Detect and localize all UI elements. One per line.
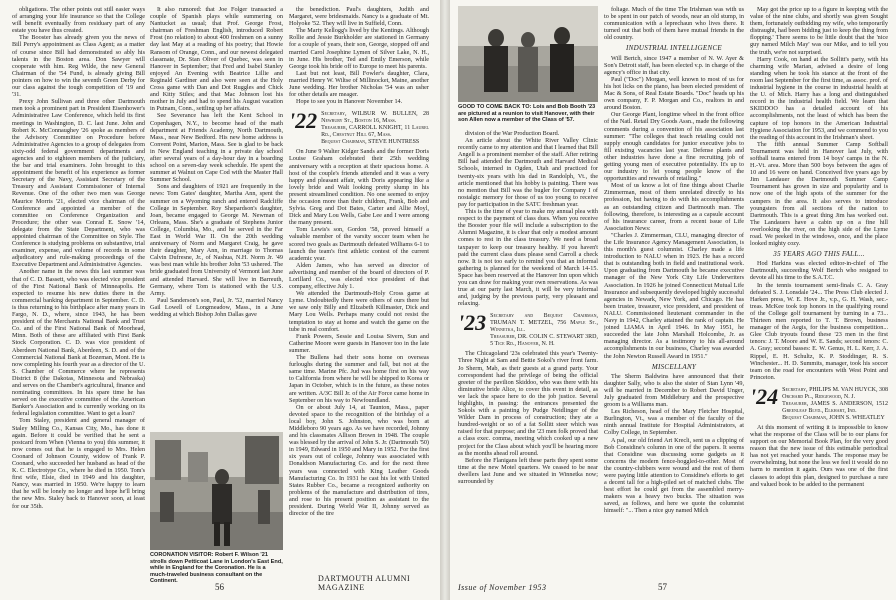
class-23-treasurer: Treasurer, DR. COLIN C. STEWART 3RD, 5 Tice Rd., Hanover, N. H. xyxy=(490,334,598,348)
article-paragraph: Alden James, who has served as director of advertising and member of the board of directors of P. Lorillard Co., was elected vice president of that company, effective July 1. xyxy=(289,261,429,291)
coronation-photo xyxy=(150,432,283,550)
right-page-number: 57 xyxy=(658,582,667,592)
article-paragraph: Most of us know a lot of fine things about Charlie Zimmerman, most of them unrelated directly to his profession, but having to do with his accomplishments as an outstanding citizen and Dartmouth man. The following, therefore, is interesting as a capsule account of his insurance career, from a recent issue of Life Association News: xyxy=(604,182,744,232)
article-paragraph: The Bullens had their sons home on overseas furloughs during the summer and fall, but not at the same time. Marine Pfc. Jud was home first on his way to California from where he will be shipped to Korea or Japan in October, which is in the future, as these notes are written. A/3C Bill Jr. of the Air Force came home in September on his way to Newfoundland. xyxy=(289,354,429,404)
article-paragraph: Our George Plant, longtime wheel in the front office of the Natl. Retail Dry Goods Assn., made the following comments during a convention of his association last summer: "The colleges that teach retailing could not supply enough candidates for junior executive jobs to fill existing vacancies last year. Defense plants and other industries have done a fine recruiting job of getting young men of executive potentiality. It's up to our industry to let young people know of the opportunities and rewards of retailing." xyxy=(604,111,744,183)
article-paragraph: Will Bertch, since 1947 a member of N. W. Ayer & Son's Detroit staff, has been elected v.p. in charge of the agency's office in that city. xyxy=(604,54,744,76)
article-paragraph: Paul Sanderson's son, Paul, Jr. '52, married Nancy Gail Lowell of Longmeadow, Mass., in a June wedding at which Bishop John Dallas gave xyxy=(150,296,283,319)
industrial-intelligence-heading: INDUSTRIAL INTELLIGENCE xyxy=(625,44,723,53)
article-paragraph: obligations. The other points out still easier ways of arranging your life insurance so that the College will benefit eventually from residuary part of any estate you have thus created. xyxy=(12,6,145,35)
article-paragraph: This is the time of year to make my annual plea with respect to the payment of class dues. When you receive the Booster your file will include a subscription to the Alumni Magazine, it is clear that only a modest amount comes to rest in the class treasury. We need a broad taxpayer to keep our treasury healthy. If you haven't paid the current class dues please send Carroll a check now. It is not too early to remind you that an informal gathering is planned for the weekend of March 14-15. Space has been reserved at the Hanover Inn upon which you can draw for making your own reservations. As was true at our party last March, it will be very informal and, judging by the previous party, very pleasant and relaxing. xyxy=(458,208,598,308)
article-paragraph: Sons and daughters of 1921 are frequently in the news: Tom Gates' daughter, Martha Ann, spent the summer on a Wyoming ranch and entered Radcliffe College in September. Roy Shepardson's daughter, Joan, became engaged to George M. Newman of Orleans, Mass. She's a graduate of Stephens Junior College, Columbia, Mo., and he served in the Far East in World War II. On the 20th wedding anniversary of Norm and Margaret Craig, he gave their daughter, Mary Ann, in marriage to Thomas Calvin Dufresne, Jr., of Nashua, N.H. Norm Jr. '49 was best man while his brother John '53 ushered. The bride graduated from University of Vermont last June and attended Harvard. She will live in Barreuth, Germany, where Tom is stationed with the U.S. Army. xyxy=(150,183,283,297)
article-paragraph: Tom Staley, president and general manager of Staley Milling Co., Kansas City, Mo., has done it again. Before it could be verified that he sent a postcard from When (Vienna to you) this summer, it now comes out that he is engaged to Mrs. Helen Coonard of Johnson County, widow of Frank P. Coonard, who succeeded her husband as head of the K. C. Electrotype Co., where he died in 1950. Tom's first wife, Elsie, died in 1949 and his daughter, Nancy, was married in 1950. We're happy to learn that he will be lonely no longer and hope he'll bring the new Mrs. Staley back to Hanover soon, at least for our 35th. xyxy=(12,417,145,510)
article-paragraph: In the tennis tournament semi-finals C. A. Gray defeated S. J. Lonsdale '24... The Press Club elected J. Harken press, W. E. Hove Jr., v.p., G. H. Wash, sec.-treas. McKee took top honors in the qualifying round of the College golf tournament by turning in a 73... Thirteen men reported to T. T. Brown, business manager of the Aegis, for the business competition... Glee Club tryouts found these '23 men in the first tenors: J. T. Moore and W. E. Sands; second tenors: C. A. Gray; second basses: E. W. Genus, H. L. Kerr, J. A. Rippel, E. H. Schultz, K. P. Stoddinger, R. S. Winchester... H. D. Summits, manager, took his soccer team on the road for encounters with West Point and Princeton. xyxy=(750,281,888,381)
article-paragraph: Prexy John Sullivan and three other Dartmouth men took a prominent part in President Eisenhower's Administrative Law Conference, which held its first meetings in Washington, D. C. last June. John and Robert K. McConnaughey '26 spoke as members of the Advisory Committee on Procedure before Administrative Agencies to a group of delegates from sixty-odd federal government departments and agencies and to eighteen members of the judiciary, the bar and trial examiners. John brought to this appointment the benefit of his experience as former Secretary of the Navy, Assistant Secretary of the Treasury and Assistant Commissioner of Internal Revenue. One of the other two men was George Maurice Morris '21, elected vice chairman of the Conference and appointed a member of the committee on Conference Organization and Procedure; the other was Conrad E. Snow '14, delegate from the State Department, who was appointed chairman of the Committee on Style. The Conference is studying problems on substantive, trial examiner, expense, and volume of records in some adjudicatory and rule-making proceedings of the Executive Department and Administrative Agencies. xyxy=(12,98,145,269)
thirty-five-years-heading: 35 YEARS AGO THIS FALL... xyxy=(773,250,865,259)
issue-date-footer: Issue of November 1953 xyxy=(458,583,547,592)
class-22-treasurer: Treasurer, CARROLL KNIGHT, 11 Laurel Rd., Chestnut Hill 67, Mass. xyxy=(321,125,429,139)
class-23-secretary: Secretary and Bequest Chairman, TRUMAN T. METZEL, 756 Maple St., Winnetka, Ill. xyxy=(490,313,598,334)
article-paragraph: division of the War Production Board. xyxy=(465,130,560,137)
left-page-number: 56 xyxy=(215,582,224,592)
article-paragraph: Hod Harkins was elected editor-in-chief of The Dartmouth, succeeding Wolf Bertch who resigned to devote all his time to the S.A.T.C. xyxy=(750,260,888,282)
article-paragraph: Frank Powers, Sessie and Louisa Sivern, Sun and Catherine Moore were guests in Hanover too in the late summer. xyxy=(289,332,429,354)
article-paragraph: Before the Flanigans left these parts they spent some time at the new Motel quarters. We ceased to be near dwellers last June and we situated in Winnetka now; surrounded by xyxy=(458,456,598,486)
article-paragraph: See Severance has left the Kent School in Copenhagen, N.Y., to become head of the math department at Friends Academy, North Dartmouth, Mass., near New Bedford. His new home address is Convent Point, Marion, Mass. See is glad to be back in New England teaching in a private day school after several years of a day-hour day in a boarding school on a seven-day week schedule. He spent the summer at Walnut on Cape Cod with the Master Hall Summer School. xyxy=(150,112,283,184)
article-paragraph: Hope to see you in Hanover November 14. xyxy=(296,98,403,106)
class-22-numeral: '22 xyxy=(289,108,318,134)
article-paragraph: An article about the White River Valley Clinic recently came to my attention and that I learned that Bill Angell is a prominent member of the staff. After retiring Bill had attended the Dartmouth and Harvard Medical Schools, interned in Ogden, Utah and practiced for twenty-six years with his dad in Randolph, Vt., the article mentioned that his hobby is painting. There was no mention that Bill was the bugler for Company I of nostalgic memory for those of us too young to receive pay for participation in the SATC freshman year. xyxy=(458,137,598,208)
article-paragraph: Paul ("Doc") Morgan, well known to most of us for his hot licks on the piano, has been elected president of Mac & Sons, of Real Estate Boards. "Doc" heads up his own company, F. P. Morgan and Co., realtors in and around Boston. xyxy=(604,75,744,112)
article-paragraph: It also rumored: that Joe Folger transacted a couple of Spanish plays while summering on Nantucket as usual; that Prof. George Frost, chairman of Freshman English, introduced Robert Frost (no relation) to about 400 freshmen on a sunny day last May at a reading of his poetry; that Howie Ransom of Orange, Conn., and our newest delegated classmate, Dr. Stan Oliver of Quebec, was seen in Hanover in September; that Fred and Isabel Stanley enjoyed An Evening with Beatrice Lillie and Reginald Gardiner and also were seen at the Holy Cross game with Dan and Dot Ruggles and Chick and Kitty Stiles; and that Mac Johnson lost his mother in July and had to spend his August vacation in Putnam, Conn., settling up her affairs. xyxy=(150,6,283,113)
right-column-1 xyxy=(458,130,598,566)
article-paragraph: Last but not least, Bill Fowler's daughter, Clara, married Henry W. Wiltse of Millinocket, Maine, another June wedding. Her brother Nicholas '54 was an usher for other details are meager. xyxy=(289,69,429,99)
class-24-bequest: Bequest Chairman, JOHN S. WHEATLEY xyxy=(782,414,885,421)
article-paragraph: The Marty Kellogg's lived by the Kentings. Although Rollie and Jessie Burkholder are stationed in Germany for a couple of years, their son, George, stopped off and married Carol Josephine Lymen of Silver Lake, N. H., in June. His brother, Ted and Emily Emerson, while George took his bride off to Europe to meet his parents. xyxy=(289,27,429,70)
article-paragraph: On June 9 Walter Kidger Sands and the former Doris Louise Graham celebrated their 25th wedding anniversary with a reception at their spacious home. A host of the couple's friends attended and it was a very happy and pleasant affair, with Doris appearing like a lovely bride and Walt looking pretty slump in his present streamlined condition. No one seemed to enjoy the occasion more than their children, Frank, Bob and Sylvia. Greg and Dot Bates, Carter and Allie Moyl, Dick and Mary Lou Wells, Gabe Lee and I were among the many present. xyxy=(289,148,429,227)
article-paragraph: Another name in the news this last summer was that of C. D. Bassett, who was elected vice president of the First National Bank of Minneapolis. He expected to resume his new duties there in the commercial banking department in September. C. D. is thus returning to his birthplace after many years in Fargo, N. D., where, since 1943, he has been president of the Merchants National Bank and Trust Co. and of the First National Bank of Moorhead, Minn. Both of these are affiliated with First Bank Stock Corporation. C. D. was vice president of Aberdeen National Bank, Aberdeen, S. D. and of the Commercial National Bank at Bozeman, Mont. He is now completing his fourth year as a director of the U. S. Chamber of Commerce where he represents District 8 (the Dakotas, Minnesota and Nebraska) and serves on the Chamber's agricultural, finance and nominating committees. In his spare time he has served on the executive committee of the American Banker's Association and is currently working on its federal legislation committee. Want to get a loan? xyxy=(12,268,145,418)
article-paragraph: On or about July 14, at Taunton, Mass., paper devoted space to the recognition of the birthday of a local boy, John S. Johnston, who was born at Middleboro 90 years ago. As we have recorded, Johnny and his classmates Allison Brown in 1948. The couple was blessed by the arrival of John S. Jr. (Dartmouth '50) in 1949, Edward in 1950 and Mary in 1952. For the first six years out of college, Johnny was associated with Donaldson Manufacturing Co. and for the next three years was connected with King Leather Goods Manufacturing Co. In 1931 he cast his lot with United States Rubber Co., became a recognized authority on problems of the manufacture and distribution of tires, and rose to his present position as assistant to the president. During World War II, Johnny served as director of the tire xyxy=(289,403,429,518)
article-paragraph: Les Richeson, head of the Mary Fletcher Hospital, Burlington, Vt., was a member of the faculty of the ninth annual Institute for Hospital Administrators, at Colby College, in September. xyxy=(604,408,744,437)
miscellany-heading: MISCELLANY xyxy=(651,362,697,371)
article-paragraph: The Chicagoland '23s celebrated this year's Twenty-Three Night at Sam and Bettie Sokol's river front farm. Jo Sherm, Mab, as their guests at a grand party. Your correspondent had the privilege of being the official greeter of the pavilion Skiddoo, who was there with his diminutive bride Alice, to cover this event in detail, as we lack the space here to do the job justice. Several highlights, in passing: the entrances presented the Sokols with a painting by Pudge Neidlinger of the Wilder Dam in process of construction; they ate a hundred-weight or so of a fat Sollitt steer which was raised for that purpose; and the '23 men folk proved that a class exec. comma, meeting which cooked up a new project for the Class about which you'll be hearing more as the months ahead roll around. xyxy=(458,350,598,457)
article-paragraph: The Booster has already given you the news of Bill Perry's appointment as Class Agent; as a matter of course since Bill had demonstrated so ably his talents in the Boston area. Don Sawyer will cooperate with him. Reg Wilde, the new General Chairman of the '54 Fund, is already giving Bill pointers on how to win the seventh Green Derby for our class against the tough competition of '19 and '31. xyxy=(12,34,145,99)
class-22-secretary: Secretary, WILBUR W. BULLEN, 28 Newbury St., Boston 16, Mass. xyxy=(321,111,429,125)
class-22-bequest: Bequest Chairman, STEVE HUNTRESS xyxy=(321,139,420,146)
left-column-1 xyxy=(12,6,145,566)
article-paragraph: We attended the Dartmouth-Holy Cross game at Lyme. Undoubtedly there were others of ours there but we saw only Billy and Elizabeth Killmaster, Dick and Mary Lou Wells. Perhaps many could not resist the temptation to stay at home and watch the game on the tube in real comfort. xyxy=(289,290,429,333)
article-paragraph: The fifth annual Summer Camp Softball Tournament was held in Hanover last July, with softball teams entered from 14 boys' camps in the N. H.-Vt. area. More than 500 boys between the ages of 10 and 16 were on hand. Conceived five years ago by Jim Landauer the Dartmouth Summer Camp Tournament has grown in size and popularity and is now one of the high spots of the summer for the campers in the area. It also serves to introduce youngsters from all sections of the nation to Dartmouth. This is a great thing Jim has worked out. The Landauers have a cabin up on a fine hill overlooking the river, on the high side of the Lyme road. We peeked in the windows, once, and the place looked mighty cozy. xyxy=(750,140,888,248)
right-page xyxy=(450,0,896,600)
class-22-header xyxy=(289,108,429,146)
left-column-3 xyxy=(289,6,429,566)
class-24-secretary: Secretary, PHILIPS M. VAN HUYCK, 308 Orchard Pl., Ridgewood, N. J. xyxy=(782,386,888,400)
class-24-header xyxy=(750,383,888,422)
article-paragraph: Harry Cook, on hand at the Sollitt's party, with his charming wife Marian, advised a desire of long standing when he took his stance at the front of the room last September for the first time, as assoc. prof. of industrial hygiene in the course in industrial health at the U. of Mich. Harry has a long and distinguished record in the industrial health field. We learn that SKIDDOO has a detailed account of his accomplishments, not the least of which has been the capture of top honors in the American Industrial Hygiene Association for 1953, and we commend to you the reading of this account in the Irishman's sheet. xyxy=(750,55,888,141)
reunion-photo xyxy=(458,6,598,102)
magazine-title-footer: DARTMOUTH ALUMNI MAGAZINE xyxy=(318,574,411,592)
coronation-caption: CORONATION VISITOR: Robert F. Wilson '21 strolls down Petticoat Lane in London's East End, while in England for the Coronation. He is a much-traveled business consultant on the Continent. xyxy=(150,552,283,585)
class-23-header xyxy=(458,310,598,348)
article-paragraph: At this moment of writing it is impossible to know what the response of the Class will be to our plans for support on our Memorial Book Plan, for the very good reason that the new issue of this estimable periodical has not yet reached your hands. The response may be overwhelming, but none the less we feel it would do no harm to mention it again. Ours was one of the first classes to adopt this plan, designed to purchase a rare and valued book to be added to the permanent xyxy=(750,423,888,488)
right-column-3 xyxy=(750,6,888,566)
article-paragraph: Tom Lewis's son, Gordon '58, proved himself a valuable member of the varsity soccer team when he scored two goals as Dartmouth defeated Williams 6-1 to launch the team's first athletic contest of the current academic year. xyxy=(289,226,429,262)
article-paragraph: May got the price up to a figure in keeping with the value of the nine clubs, and shortly was given Sought them, fortunately outbidding my wife, who temporarily distraught, had been bidding just to keep the thing from flopping.' There seems to be little doubt that the 'nice guy named Milch May' was our Mike, and to tell you the truth, we're not surprised. xyxy=(750,6,888,56)
article-paragraph: the benediction. Paul's daughters, Judith and Margaret, were bridesmaids. Nancy is a graduate of Mt. Holyoke '52. They will live in Suffield, Conn. xyxy=(289,6,429,28)
left-column-2 xyxy=(150,6,283,431)
right-column-2 xyxy=(604,6,744,566)
left-page xyxy=(0,0,440,600)
class-24-treasurer: Treasurer, JAMES S. ANDERSON, 1512 Greenleaf Blvd., Elkhart, Ind. xyxy=(782,400,888,414)
class-23-numeral: '23 xyxy=(458,310,487,336)
article-paragraph: The Sherm Baldwins have announced that their daughter Sally, who is also the sister of Stan Lynn '49, will be married in December to Robert David Unger, July graduated from Middlebury and the prospective groom is a Williams man. xyxy=(604,372,744,409)
article-paragraph: foliage. Much of the time The Irishman was with us to be spent in our patch of woods, near an old stump, in communication with a leprechaun who lives there. It turned out that both of them have mutual friends in the old country. xyxy=(604,6,744,42)
page-gutter xyxy=(440,0,450,600)
article-paragraph: A pal, our old friend Art Krecli, sent us a clipping of Bob Considine's column in one of the papers. It seems that Considine was discussing some gadgets as it concerns the modern fence-hoggled-to-other. Most of the country-clubbers were wound and the rest of them were paying little attention to Considine's efforts to get a decent tall for a high-piled set of matched clubs. The best effort he could get from the assembled merry-makers was a heavy two bucks. The situation was saved, as follows, and here we quote the columnist himself: "... Then a nice guy named Milch xyxy=(604,436,744,515)
reunion-caption: GOOD TO COME BACK TO: Lois and Bob Booth '23 are pictured at a reunion to visit Hanover, with their son Allen now a member of the Class of '57. xyxy=(458,104,596,124)
class-24-numeral: '24 xyxy=(750,383,779,409)
article-paragraph: "Charles J. Zimmerman, CLU, managing director of the Life Insurance Agency Management Association, is this month's guest columnist. Charley made a life introduction to NALU when in 1923. He has a record that is outstanding both in field and institutional work. Upon graduating from Dartmouth he became executive manager of the New York City Life Underwriters Association. In 1926 he joined Connecticut Mutual Life Insurance and subsequently developed highly successful agencies in Newark, New York, and Chicago. He has been trustee, treasurer, vice president, and president of NALU. Commissioned lieutenant commander in the Navy in 1942, Charley attained the rank of captain. He joined LIAMA in April 1946. In May 1951, he succeeded the late John Marshall Holcombe, Jr. as managing director. As a testimony to his all-around accomplishments in our business, Charley was awarded the John Newton Russell Award in 1951." xyxy=(604,231,744,360)
